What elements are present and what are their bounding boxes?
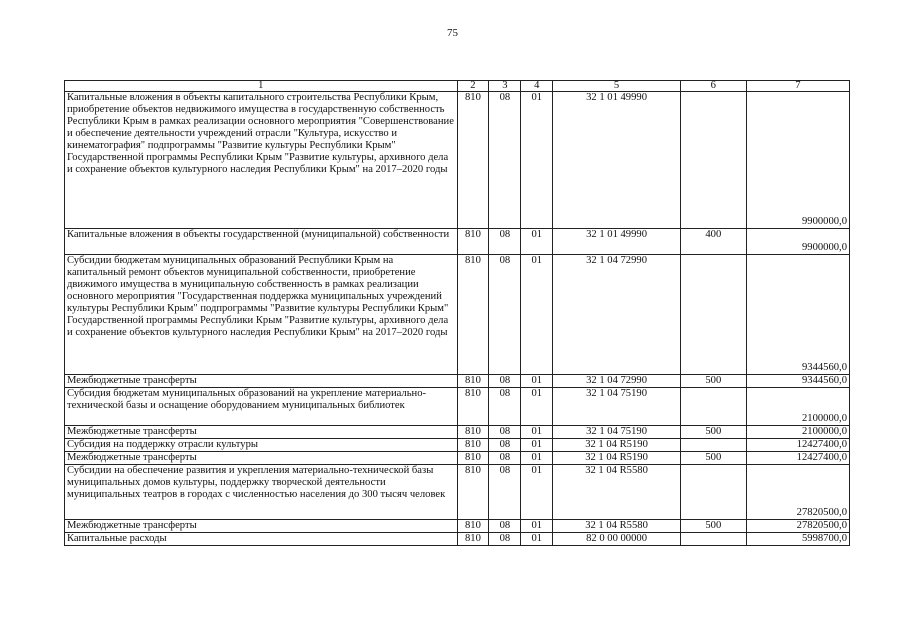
table-row [65,92,850,229]
row-code-4: 01 [521,229,553,255]
row-description: Межбюджетные трансферты [65,452,458,465]
row-code-2: 810 [457,375,489,388]
row-amount: 27820500,0 [746,520,849,533]
column-header: 1 [65,81,458,92]
row-amount: 2100000,0 [746,426,849,439]
row-code-3: 08 [489,452,521,465]
row-code-4: 01 [521,533,553,546]
row-code-5: 32 1 04 R5190 [553,452,681,465]
table-row [65,375,850,388]
row-description: Субсидии на обеспечение развития и укрепления материально-технической базы муниципальных домов культуры, поддержку творческой деятельности муниципальных театров в городах с численностью населения до 300 тысяч человек [65,465,458,520]
row-code-2: 810 [457,388,489,426]
row-code-4: 01 [521,255,553,375]
row-code-3: 08 [489,229,521,255]
row-code-6: 400 [680,229,746,255]
row-code-5: 32 1 04 R5580 [553,520,681,533]
row-amount: 27820500,0 [746,465,849,520]
row-code-6 [680,439,746,452]
row-code-2: 810 [457,92,489,229]
table-row [65,255,850,375]
row-code-4: 01 [521,465,553,520]
row-code-6: 500 [680,520,746,533]
row-code-5: 32 1 04 75190 [553,388,681,426]
row-amount: 9344560,0 [746,375,849,388]
row-code-2: 810 [457,439,489,452]
table-row [65,452,850,465]
row-description: Межбюджетные трансферты [65,375,458,388]
row-amount: 9344560,0 [746,255,849,375]
row-amount: 12427400,0 [746,439,849,452]
row-code-4: 01 [521,520,553,533]
row-code-2: 810 [457,465,489,520]
row-code-3: 08 [489,92,521,229]
row-code-6 [680,92,746,229]
row-code-2: 810 [457,426,489,439]
row-code-3: 08 [489,426,521,439]
row-description: Субсидия бюджетам муниципальных образований на укрепление материально-технической базы и оснащение оборудованием муниципальных библиотек [65,388,458,426]
row-description: Капитальные расходы [65,533,458,546]
row-code-3: 08 [489,255,521,375]
table-row [65,229,850,255]
row-code-2: 810 [457,452,489,465]
row-description: Капитальные вложения в объекты капитального строительства Республики Крым, приобретение объектов недвижимого имущества в государственную собственность Республики Крым в рамках реализации основного мероприятия "Совершенствование и обеспечение деятельности учреждений отрасли "Культура, искусство и кинематография" подпрограммы "Развитие культуры Республики Крым" Государственной программы Республики Крым "Развитие культуры, архивного дела и сохранение объектов культурного наследия Республики Крым" на 2017–2020 годы [65,92,458,229]
row-amount: 5998700,0 [746,533,849,546]
column-header: 4 [521,81,553,92]
row-code-4: 01 [521,439,553,452]
row-code-5: 32 1 04 R5580 [553,465,681,520]
row-description: Межбюджетные трансферты [65,520,458,533]
row-description: Субсидия на поддержку отрасли культуры [65,439,458,452]
row-amount: 2100000,0 [746,388,849,426]
row-code-3: 08 [489,388,521,426]
row-code-5: 32 1 04 R5190 [553,439,681,452]
table-row [65,465,850,520]
row-code-2: 810 [457,255,489,375]
row-code-5: 32 1 04 75190 [553,426,681,439]
column-header: 6 [680,81,746,92]
row-code-5: 32 1 01 49990 [553,92,681,229]
row-code-4: 01 [521,426,553,439]
column-header: 7 [746,81,849,92]
row-code-3: 08 [489,465,521,520]
row-code-3: 08 [489,439,521,452]
row-code-5: 32 1 01 49990 [553,229,681,255]
row-amount: 12427400,0 [746,452,849,465]
row-code-6: 500 [680,452,746,465]
row-code-2: 810 [457,229,489,255]
row-code-6 [680,465,746,520]
row-code-4: 01 [521,388,553,426]
page-number: 75 [447,27,458,39]
row-code-5: 32 1 04 72990 [553,255,681,375]
row-code-5: 82 0 00 00000 [553,533,681,546]
table-row [65,426,850,439]
table-row [65,439,850,452]
row-amount: 9900000,0 [746,229,849,255]
row-amount: 9900000,0 [746,92,849,229]
column-header: 2 [457,81,489,92]
table-row [65,533,850,546]
row-description: Субсидии бюджетам муниципальных образований Республики Крым на капитальный ремонт объектов муниципальной собственности, приобретение движимого имущества в муниципальную собственность в рамках реализации основного мероприятия "Государственная поддержка муниципальных учреждений культуры Республики Крым" подпрограммы "Развитие культуры Республики Крым" Государственной программы Республики Крым "Развитие культуры, архивного дела и сохранение объектов культурного наследия Республики Крым" на 2017–2020 годы [65,255,458,375]
row-code-2: 810 [457,533,489,546]
row-code-6 [680,533,746,546]
row-code-2: 810 [457,520,489,533]
row-code-4: 01 [521,452,553,465]
row-code-4: 01 [521,375,553,388]
row-code-6 [680,388,746,426]
budget-table [64,80,850,546]
row-code-6: 500 [680,375,746,388]
row-code-6 [680,255,746,375]
row-description: Межбюджетные трансферты [65,426,458,439]
table-row [65,388,850,426]
table-header-row [65,81,850,92]
column-header: 3 [489,81,521,92]
column-header: 5 [553,81,681,92]
row-code-3: 08 [489,520,521,533]
row-code-3: 08 [489,533,521,546]
row-code-6: 500 [680,426,746,439]
row-code-4: 01 [521,92,553,229]
row-code-3: 08 [489,375,521,388]
row-code-5: 32 1 04 72990 [553,375,681,388]
row-description: Капитальные вложения в объекты государственной (муниципальной) собственности [65,229,458,255]
table-row [65,520,850,533]
